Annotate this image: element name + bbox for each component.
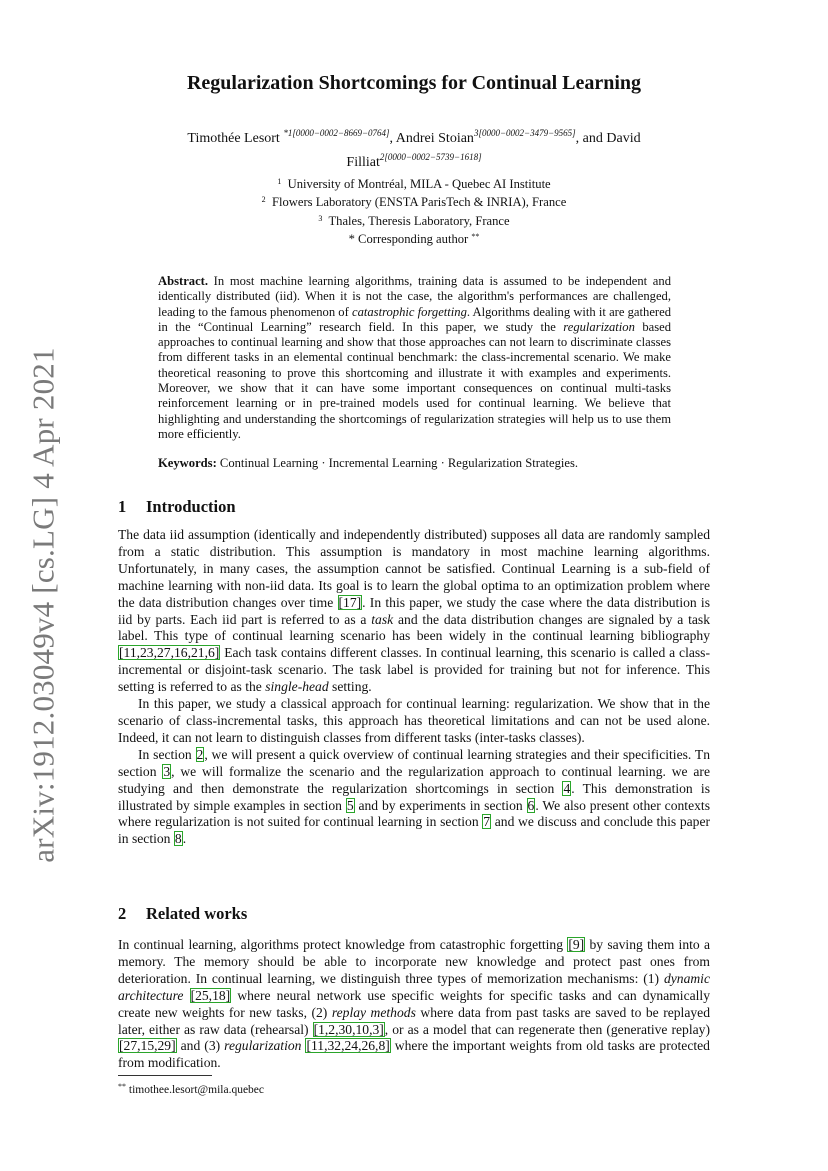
paragraph-text: In continual learning, algorithms protect knowledge from catastrophic forgetting: [118, 937, 568, 952]
section-ref-link[interactable]: 4: [563, 780, 571, 796]
author-stoian-orcid: 3[0000−0002−3479−9565]: [473, 128, 576, 138]
paragraph-text: . In this paper, we study the case where the data distribution is iid by parts. Each iid part is referred to as a: [118, 594, 711, 627]
paragraph-text: and the data distribution changes are signaled by a task label. This type of continual learning scenario has been widely in the continual learning bibliography: [118, 611, 710, 644]
section-ref-link[interactable]: 5: [346, 797, 354, 813]
affiliation-3-text: Thales, Theresis Laboratory, France: [328, 213, 510, 228]
section-ref-link[interactable]: 6: [527, 797, 535, 813]
affiliation-2-text: Flowers Laboratory (ENSTA ParisTech & INRIA), France: [271, 195, 567, 210]
citation-link[interactable]: [25,18]: [190, 987, 231, 1003]
affiliation-1-text: University of Montréal, MILA - Quebec AI Institute: [287, 177, 551, 191]
section-ref-link[interactable]: 2: [196, 746, 204, 762]
paragraph-text: .: [182, 831, 187, 847]
keywords-label: Keywords:: [158, 456, 217, 470]
paragraph-text: by saving them into a memory. The memory should be able to incorporate new knowledge and protect past ones from deterioration. In continual learning, we distinguish three types of memorization mechanisms: (1): [118, 937, 710, 986]
paragraph-text: . This demonstration is illustrated by simple examples in section: [118, 780, 710, 813]
keywords: [158, 456, 671, 471]
citation-link[interactable]: [1,2,30,10,3]: [313, 1021, 384, 1037]
related-works-body: [118, 937, 710, 1072]
footnote-divider: [118, 1075, 212, 1076]
intro-paragraph-3: [118, 747, 710, 848]
corresponding-author: [160, 229, 668, 247]
author-lesort: Timothée Lesort: [187, 131, 284, 146]
abstract-emphasis: regularization: [563, 319, 635, 334]
paragraph-text: where neural network use specific weights for specific tasks and can dynamically create new weights for new tasks, (2): [118, 987, 710, 1020]
author-filliat: Filliat: [346, 155, 380, 170]
paragraph-text: and by experiments in section: [354, 797, 527, 813]
paragraph-text: setting.: [328, 679, 372, 695]
affiliation-1: [160, 174, 668, 192]
paragraph-text: , we will present a quick overview of continual learning strategies and their specificities. Tn section: [118, 746, 710, 779]
footnote: [118, 1080, 264, 1097]
intro-paragraph-1: [118, 527, 710, 696]
citation-link[interactable]: [27,15,29]: [119, 1038, 176, 1054]
related-paragraph-1: [118, 937, 710, 1072]
affiliation-2-mark: 2: [261, 195, 266, 205]
paragraph-text: In section: [138, 746, 196, 762]
section-heading-introduction: [118, 497, 236, 517]
author-separator: , and David: [575, 131, 641, 146]
section-number: 1: [118, 497, 127, 516]
affiliations: [160, 174, 668, 247]
arxiv-identifier: [16, 347, 72, 863]
section-heading-related-works: [118, 904, 247, 924]
section-number: 2: [118, 904, 127, 923]
paragraph-text: , we will formalize the scenario and the regularization approach to continual learning. we are studying and then demonstrate the regularization shortcomings in section: [118, 763, 710, 796]
paper-title: Regularization Shortcomings for Continual Learning: [186, 72, 642, 94]
citation-link[interactable]: [17]: [338, 594, 362, 610]
paragraph-text: [183, 988, 189, 1003]
paragraph-text: Each task contains different classes. In continual learning, this scenario is called a class-incremental or disjoint-task scenario. The task label is provided for training but not for inference. This setting is referred to as the: [118, 645, 710, 695]
section-ref-link[interactable]: 8: [174, 831, 182, 847]
citation-link[interactable]: [11,32,24,26,8]: [306, 1038, 390, 1054]
author-lesort-orcid: *1[0000−0002−8669−0764]: [283, 128, 390, 138]
paragraph-text: where data from past tasks are saved to be replayed later, either as raw data (rehearsal): [118, 1004, 710, 1037]
paragraph-text: The data iid assumption (identically and independently distributed) supposes all data are randomly sampled from a static distribution. This assumption is mandatory in most machine learning algorithms. Unfortunately, in many cases, the assumption cannot be satisfied. Continual Learning is a sub-field of machine learning with non-iid data. Its goal is to learn the global optima to an optimization problem where the data distribution changes over time: [118, 527, 710, 610]
section-ref-link[interactable]: 7: [483, 814, 491, 830]
author-filliat-orcid: 2[0000−0002−5739−1618]: [379, 152, 482, 162]
paragraph-text: and (3): [176, 1038, 225, 1054]
affiliation-1-mark: 1: [277, 177, 282, 186]
paragraph-emphasis: regularization: [224, 1038, 302, 1054]
section-title: Related works: [146, 904, 248, 923]
citation-link[interactable]: [11,23,27,16,21,6]: [119, 645, 220, 661]
abstract-text: . Algorithms dealing with it are gathered in the “Continual Learning” research field. In this paper, we study the: [158, 304, 671, 334]
abstract-label: Abstract.: [158, 274, 209, 288]
paragraph-emphasis: dynamic architecture: [118, 970, 710, 1003]
section-title: Introduction: [146, 497, 236, 516]
paragraph-emphasis: replay methods: [331, 1004, 416, 1020]
paragraph-text: . We also present other contexts where regularization is not suited for continual learning in section: [118, 797, 710, 830]
introduction-body: [118, 527, 710, 848]
affiliation-3: [160, 211, 668, 229]
keywords-text: Continual Learning · Incremental Learning · Regularization Strategies.: [216, 456, 579, 470]
author-stoian: , Andrei Stoian: [389, 131, 474, 146]
author-list: [118, 124, 710, 172]
abstract-text: based approaches to continual learning and show that those approaches can not learn to discriminate classes from different tasks in an elemental continual benchmark: the class-incremental scenario. We make theoretical reasoning to prove this shortcoming and illustrate it with examples and experiments. Moreover, we show that it can have some important consequences on continual multi-tasks reinforcement learning or in pre-trained models used for continual learning. We believe that highlighting and understanding the shortcomings of regularization strategies will help us to use them more efficiently.: [158, 319, 671, 441]
section-ref-link[interactable]: 3: [163, 763, 171, 779]
paragraph-emphasis: single-head: [265, 679, 329, 695]
abstract-emphasis: catastrophic forgetting: [351, 304, 467, 319]
citation-link[interactable]: [9]: [568, 937, 585, 952]
paragraph-text: where the important weights from old tasks are protected from modification.: [118, 1038, 710, 1071]
paragraph-text: and we discuss and conclude this paper in section: [118, 814, 711, 847]
arxiv-identifier-text: arXiv:1912.03049v4 [cs.LG] 4 Apr 2021: [26, 347, 62, 863]
affiliation-3-mark: 3: [318, 213, 323, 223]
footnote-email: timothee.lesort@mila.quebec: [126, 1084, 265, 1096]
intro-paragraph-2: In this paper, we study a classical approach for continual learning: regularization. We show that in the scenario of class-incremental tasks, this approach has theoretical limitations and can not be used alone. Indeed, it can not learn to distinguish classes from different tasks (inter-tasks classes).: [118, 696, 710, 745]
paragraph-text: , or as a model that can regenerate then (generative replay): [384, 1021, 710, 1037]
abstract: [158, 274, 671, 442]
corresponding-author-text: * Corresponding author: [348, 231, 469, 246]
abstract-text: In most machine learning algorithms, training data is assumed to be independent and identically distributed (iid). When it is not the case, the algorithm's performances are challenged, leading to the famous phenomenon of: [158, 274, 671, 319]
corresponding-author-mark: **: [471, 231, 480, 241]
footnote-mark: **: [118, 1082, 126, 1091]
affiliation-2: [160, 192, 668, 210]
paragraph-emphasis: task: [371, 611, 394, 627]
